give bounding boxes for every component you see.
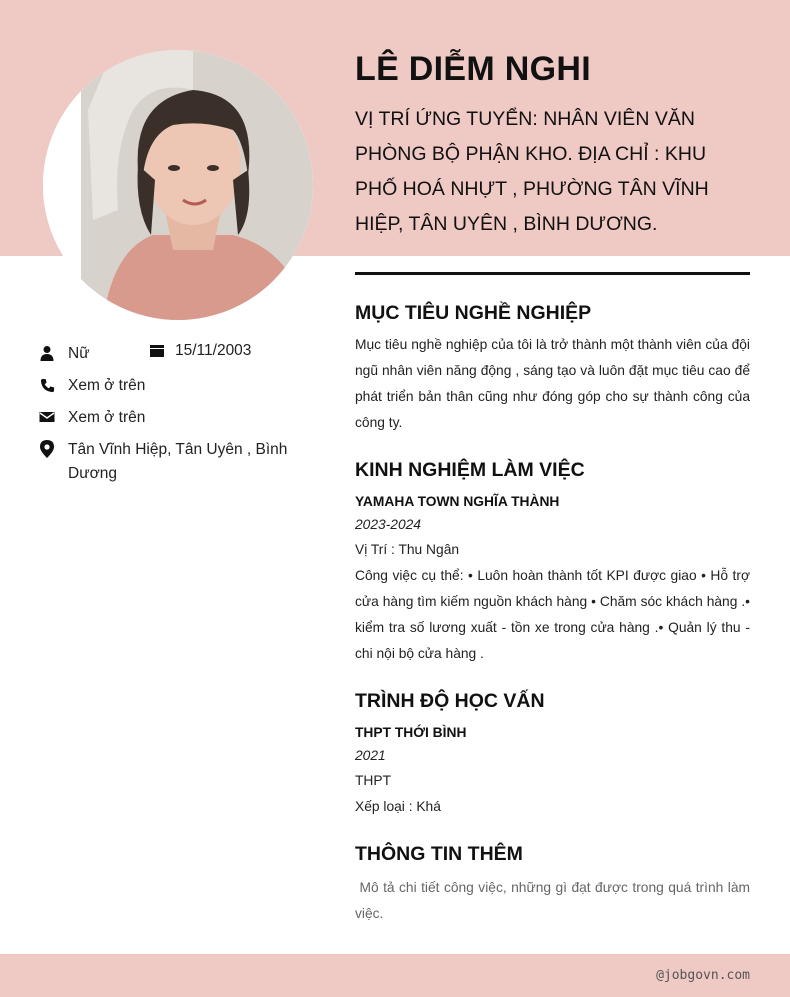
calendar-icon xyxy=(148,342,166,360)
phone-value: Xem ở trên xyxy=(68,377,146,394)
profile-photo xyxy=(43,50,313,320)
birthdate-row xyxy=(148,342,251,360)
education-year: 2021 xyxy=(355,748,386,763)
objective-text: Mục tiêu nghề nghiệp của tôi là trở thành một thành viên của đội ngũ nhân viên năng động , sáng tạo và luôn đặt mục tiêu cao để phát triển bản thân cũng như đóng góp cho sự thành công của công ty. xyxy=(355,337,750,430)
address-row xyxy=(38,438,288,486)
mail-icon xyxy=(38,408,56,426)
education-title: TRÌNH ĐỘ HỌC VẤN xyxy=(355,690,545,712)
objective-title: MỤC TIÊU NGHỀ NGHIỆP xyxy=(355,302,592,324)
education-grade: Xếp loại : Khá xyxy=(355,799,441,814)
address-value: Tân Vĩnh Hiệp, Tân Uyên , Bình Dương xyxy=(68,441,288,482)
experience-role: Vị Trí : Thu Ngân xyxy=(355,542,460,557)
email-value: Xem ở trên xyxy=(68,409,146,426)
gender-value: Nữ xyxy=(68,345,90,362)
experience-company: YAMAHA TOWN NGHĨA THÀNH xyxy=(355,494,560,509)
gender-row xyxy=(38,342,90,366)
birthdate-value: 15/11/2003 xyxy=(175,342,252,359)
experience-period: 2023-2024 xyxy=(355,517,421,532)
footer-watermark: @jobgovn.com xyxy=(656,968,750,983)
experience-description: Công việc cụ thể: • Luôn hoàn thành tốt KPI được giao • Hỗ trợ cửa hàng tìm kiếm nguồn khách hàng • Chăm sóc khách hàng .• kiểm tra số lương xuất - tồn xe trong cửa hàng .• Quản lý thu - chi nội bộ cửa hàng . xyxy=(355,568,750,661)
phone-icon xyxy=(38,376,56,394)
experience-title: KINH NGHIỆM LÀM VIỆC xyxy=(355,459,585,481)
applied-position: VỊ TRÍ ỨNG TUYỂN: NHÂN VIÊN VĂN PHÒNG BỘ PHẬN KHO. ĐỊA CHỈ : KHU PHỐ HOÁ NHỰT , PHƯỜNG TÂN VĨNH HIỆP, TÂN UYÊN , BÌNH DƯƠNG. xyxy=(355,108,709,235)
extra-info-text: Mô tả chi tiết công việc, những gì đạt được trong quá trình làm việc. xyxy=(355,880,754,921)
education-level: THPT xyxy=(355,773,392,788)
email-row xyxy=(38,406,145,430)
location-pin-icon xyxy=(38,440,56,458)
extra-info-title: THÔNG TIN THÊM xyxy=(355,843,523,865)
phone-row xyxy=(38,374,145,398)
header-divider xyxy=(355,272,750,275)
candidate-name: LÊ DIỄM NGHI xyxy=(355,50,591,88)
education-school: THPT THỚI BÌNH xyxy=(355,725,467,740)
person-icon xyxy=(38,344,56,362)
